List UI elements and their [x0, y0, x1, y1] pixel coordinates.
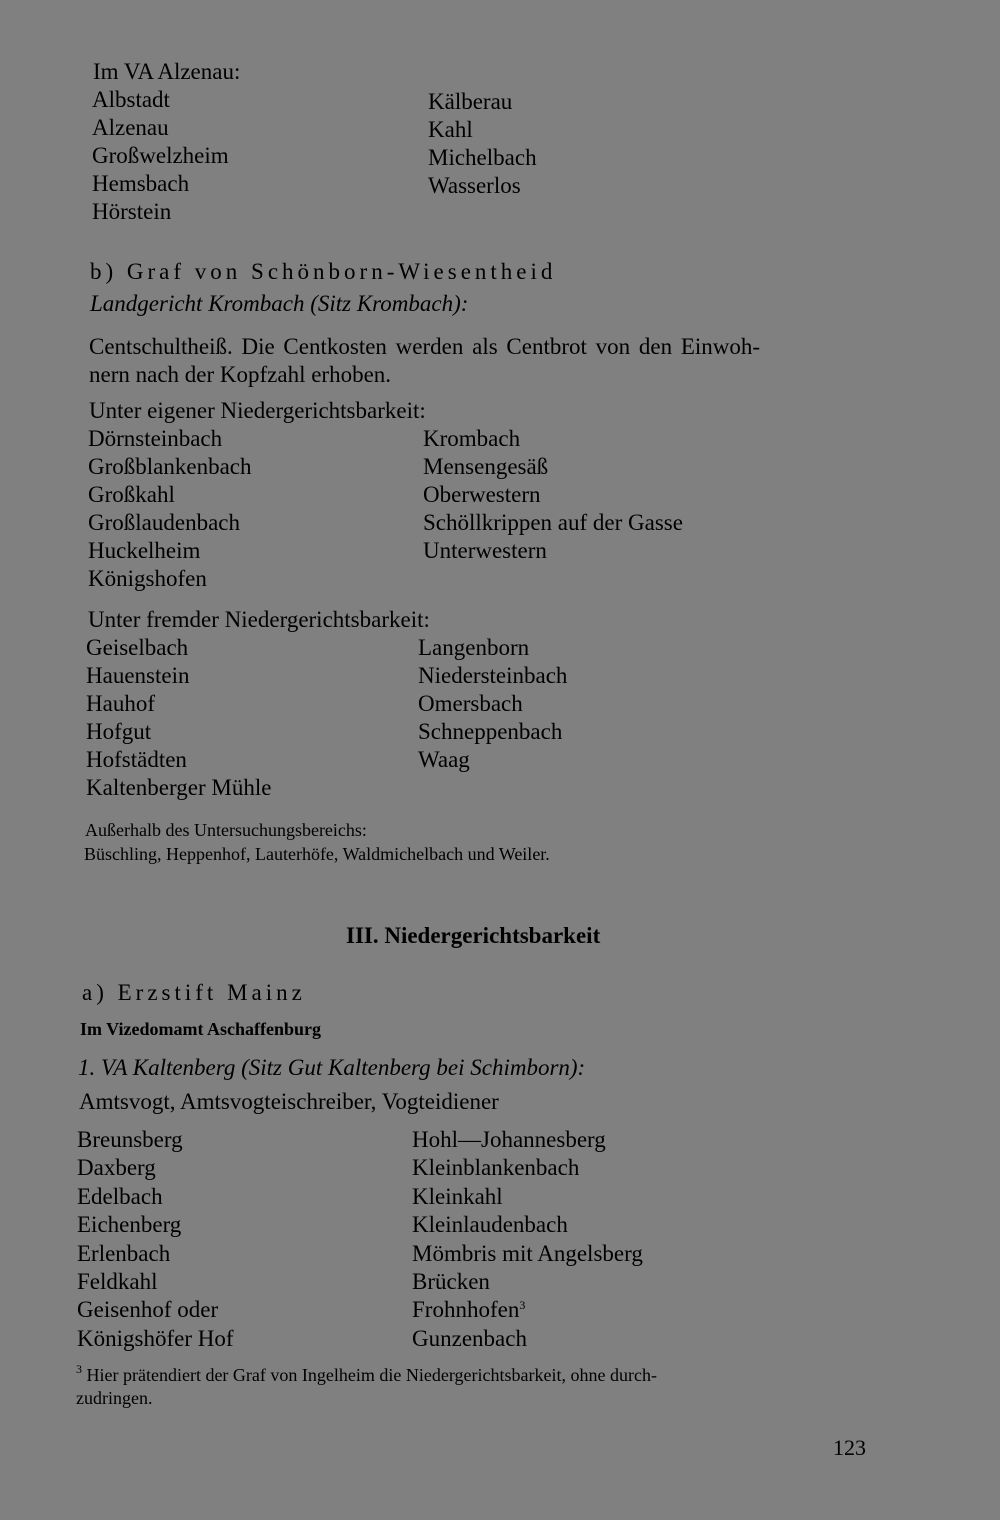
list-item: Großblankenbach [88, 454, 252, 479]
list-item: Dörnsteinbach [88, 426, 223, 451]
list-item: Kleinblankenbach [412, 1155, 580, 1181]
list-item: Breunsberg [77, 1127, 183, 1152]
list-item: Großkahl [88, 482, 175, 507]
list-item: Hemsbach [92, 171, 190, 196]
foreign-jurisdiction-heading: Unter fremder Niedergerichtsbarkeit: [88, 607, 430, 632]
list-item: Hofstädten [86, 747, 187, 772]
footnote-line-1 [76, 1364, 657, 1386]
section-b-heading: b) Graf von Schönborn-Wiesentheid [90, 259, 557, 284]
foreign-right-list [418, 634, 567, 774]
list-item: Schneppenbach [418, 719, 563, 744]
list-item: Schöllkrippen auf der Gasse [423, 510, 683, 535]
list-item: Langenborn [418, 635, 530, 660]
list-item: Feldkahl [77, 1268, 158, 1294]
erzstift-mainz-heading: a) Erzstift Mainz [82, 980, 306, 1005]
own-left-list [88, 425, 252, 593]
kaltenberg-right-list [412, 1126, 643, 1353]
list-item: Kleinlaudenbach [412, 1212, 568, 1238]
va-alzenau-heading: Im VA Alzenau: [93, 59, 241, 84]
list-item: Großlaudenbach [88, 510, 240, 535]
list-item: Oberwestern [423, 482, 541, 507]
list-item: Geisenhof oder [77, 1297, 219, 1323]
kaltenberg-left-list [77, 1126, 234, 1353]
list-item: Omersbach [418, 691, 523, 716]
description-line-2: nern nach der Kopfzahl erhoben. [89, 362, 392, 387]
list-item: Hörstein [92, 199, 172, 224]
list-item: Brücken [412, 1268, 490, 1294]
section-iii-title: III. Niedergerichtsbarkeit [346, 923, 601, 948]
footnote-reference: 3 [519, 1298, 526, 1313]
list-item: Daxberg [77, 1155, 156, 1181]
list-item: Kahl [428, 117, 473, 142]
list-item: Königshofen [88, 566, 207, 591]
outside-area-list: Büschling, Heppenhof, Lauterhöfe, Waldmichelbach und Weiler. [84, 844, 550, 864]
alzenau-right-list [428, 88, 537, 200]
list-item: Michelbach [428, 145, 537, 170]
list-item: Niedersteinbach [418, 663, 568, 688]
court-heading: Landgericht Krombach (Sitz Krombach): [90, 291, 469, 316]
list-item: Hofgut [86, 719, 152, 744]
list-item [412, 1296, 643, 1324]
list-item: Kleinkahl [412, 1183, 503, 1209]
list-item: Hauhof [86, 691, 155, 716]
list-item-text: Frohnhofen [412, 1297, 520, 1323]
foreign-left-list [86, 634, 271, 802]
list-item: Kaltenberger Mühle [86, 775, 272, 800]
va-kaltenberg-heading: 1. VA Kaltenberg (Sitz Gut Kaltenberg bei Schimborn): [78, 1055, 586, 1080]
list-item: Gunzenbach [412, 1325, 527, 1351]
list-item: Hauenstein [86, 663, 190, 688]
list-item: Geiselbach [86, 635, 189, 660]
list-item: Hohl—Johannesberg [412, 1127, 606, 1152]
description-line-1: Centschultheiß. Die Centkosten werden als Centbrot von den Einwoh- [89, 334, 761, 359]
list-item: Kälberau [428, 89, 513, 114]
list-item: Krombach [423, 426, 521, 451]
list-item: Alzenau [92, 115, 169, 140]
list-item: Waag [418, 747, 470, 772]
page-number: 123 [833, 1435, 866, 1460]
footnote-text: Hier prätendiert der Graf von Ingelheim die Niedergerichtsbarkeit, ohne durch- [86, 1365, 657, 1385]
footnote-line-2: zudringen. [76, 1388, 153, 1408]
list-item: Königshöfer Hof [77, 1325, 234, 1351]
vizedomamt-heading: Im Vizedomamt Aschaffenburg [80, 1019, 321, 1039]
list-item: Unterwestern [423, 538, 547, 563]
outside-area-heading: Außerhalb des Untersuchungsbereichs: [85, 820, 367, 840]
list-item: Wasserlos [428, 173, 521, 198]
list-item: Huckelheim [88, 538, 201, 563]
list-item: Erlenbach [77, 1240, 171, 1266]
staff-line: Amtsvogt, Amtsvogteischreiber, Vogteidiener [79, 1089, 499, 1114]
list-item: Großwelzheim [92, 143, 229, 168]
list-item: Mömbris mit Angelsberg [412, 1240, 643, 1266]
list-item: Edelbach [77, 1183, 163, 1209]
own-right-list [423, 425, 683, 565]
list-item: Eichenberg [77, 1212, 182, 1238]
alzenau-left-list [92, 86, 229, 226]
list-item: Mensengesäß [423, 454, 549, 479]
list-item: Albstadt [92, 87, 170, 112]
footnote-marker: 3 [76, 1362, 82, 1376]
own-jurisdiction-heading: Unter eigener Niedergerichtsbarkeit: [89, 398, 426, 423]
